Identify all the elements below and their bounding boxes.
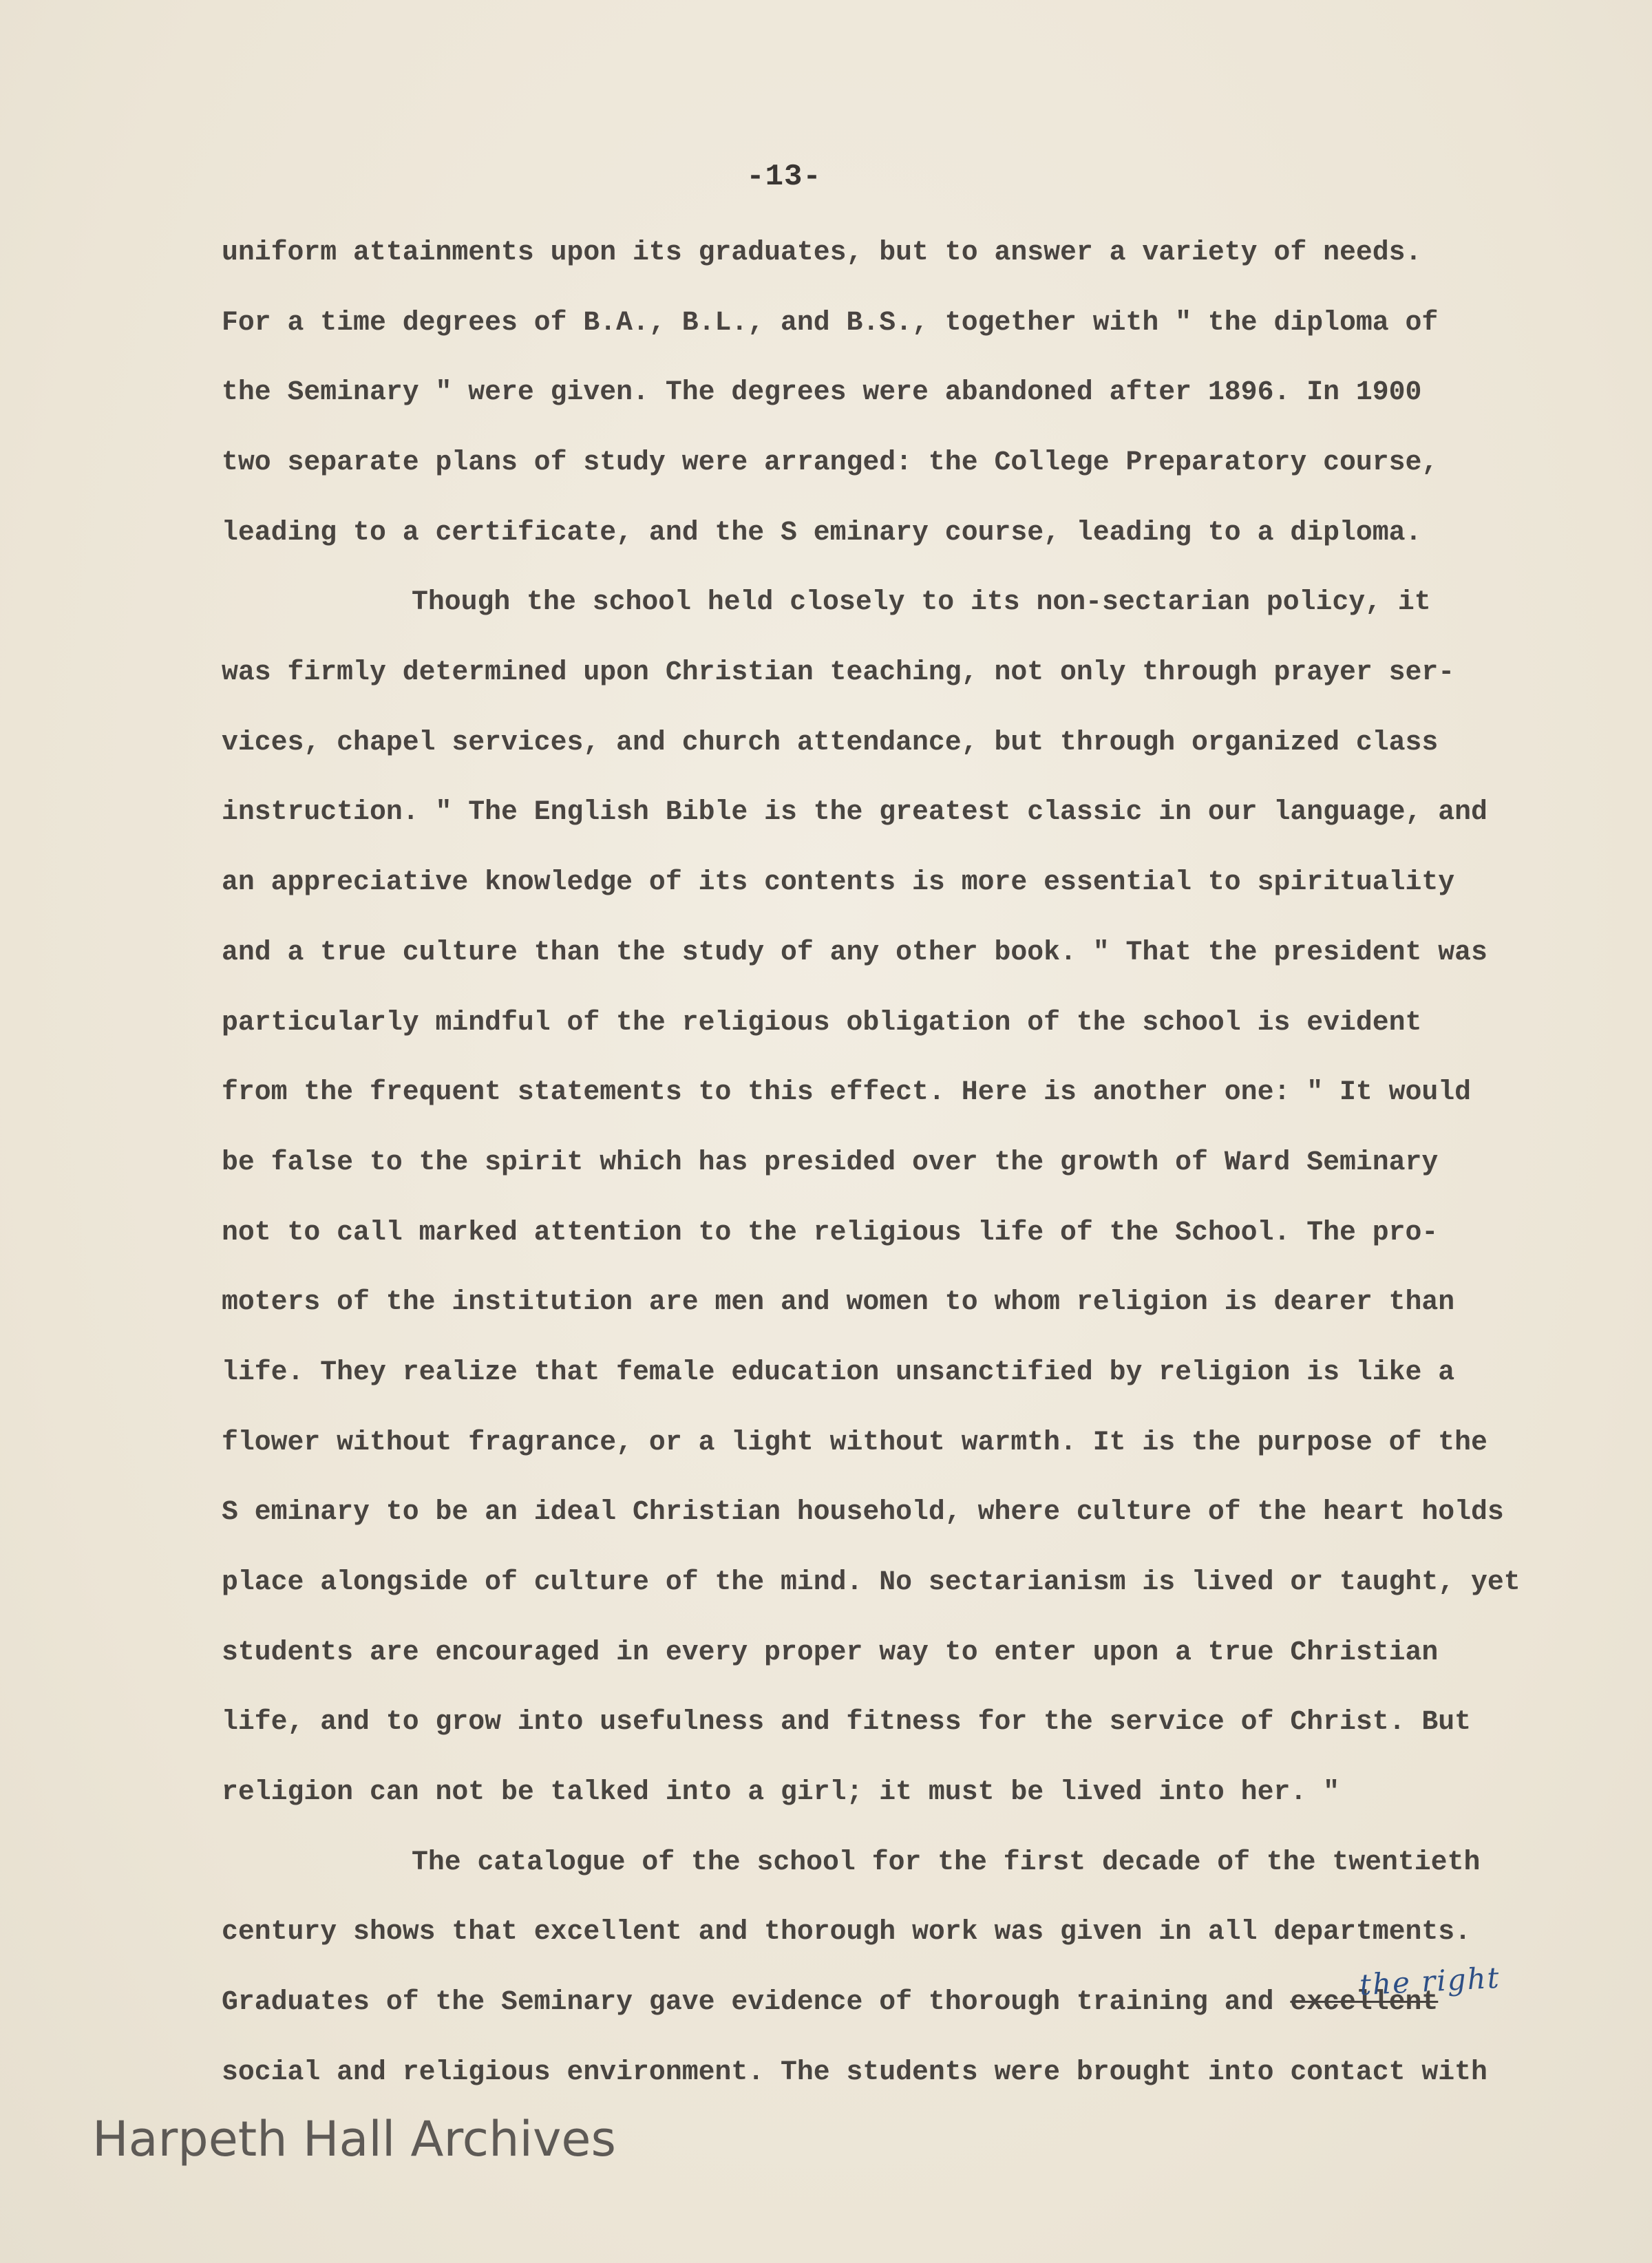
text-line: not to call marked attention to the religious life of the School. The pro- <box>222 1217 1439 1248</box>
text-line: be false to the spirit which has presided over the growth of Ward Seminary <box>222 1147 1439 1178</box>
text-line: religion can not be talked into a girl; it must be lived into her. " <box>222 1776 1339 1807</box>
text-line: leading to a certificate, and the S eminary course, leading to a diploma. <box>222 517 1422 548</box>
text-line: the Seminary " were given. The degrees were abandoned after 1896. In 1900 <box>222 376 1422 407</box>
text-line: instruction. " The English Bible is the greatest classic in our language, and <box>222 796 1487 827</box>
text-line: life. They realize that female education unsanctified by religion is like a <box>222 1357 1455 1388</box>
line-text: Graduates of the Seminary gave evidence of thorough training and <box>222 1986 1291 2017</box>
text-line: students are encouraged in every proper way to enter upon a true Christian <box>222 1637 1439 1668</box>
text-line: from the frequent statements to this effect. Here is another one: " It would <box>222 1076 1472 1107</box>
text-line: social and religious environment. The students were brought into contact with <box>222 2057 1487 2087</box>
text-line: was firmly determined upon Christian teaching, not only through prayer ser- <box>222 657 1455 688</box>
text-line: moters of the institution are men and women to whom religion is dearer than <box>222 1286 1455 1317</box>
struck-word: excellent <box>1290 1986 1439 2017</box>
text-line: Though the school held closely to its non-sectarian policy, it <box>412 586 1431 617</box>
handwritten-insertion: the right <box>1358 1960 1501 2002</box>
text-line: S eminary to be an ideal Christian household, where culture of the heart holds <box>222 1496 1504 1527</box>
text-line: vices, chapel services, and church attendance, but through organized class <box>222 727 1439 758</box>
text-line: and a true culture than the study of any other book. " That the president was <box>222 937 1487 968</box>
archive-watermark: Harpeth Hall Archives <box>92 2111 616 2167</box>
text-line: particularly mindful of the religious obligation of the school is evident <box>222 1007 1422 1038</box>
text-line-with-correction <box>222 1988 1438 2016</box>
text-line: place alongside of culture of the mind. No sectarianism is lived or taught, yet <box>222 1566 1521 1597</box>
text-line: flower without fragrance, or a light without warmth. It is the purpose of the <box>222 1427 1487 1458</box>
text-line: For a time degrees of B.A., B.L., and B.S., together with " the diploma of <box>222 307 1439 338</box>
text-line: The catalogue of the school for the first decade of the twentieth <box>412 1847 1481 1878</box>
text-line: uniform attainments upon its graduates, but to answer a variety of needs. <box>222 237 1422 268</box>
text-line: century shows that excellent and thorough work was given in all departments. <box>222 1916 1472 1947</box>
text-line: two separate plans of study were arranged: the College Preparatory course, <box>222 447 1439 478</box>
text-line: an appreciative knowledge of its contents is more essential to spirituality <box>222 867 1455 897</box>
text-line: life, and to grow into usefulness and fitness for the service of Christ. But <box>222 1706 1472 1737</box>
page-number: -13- <box>746 160 822 194</box>
